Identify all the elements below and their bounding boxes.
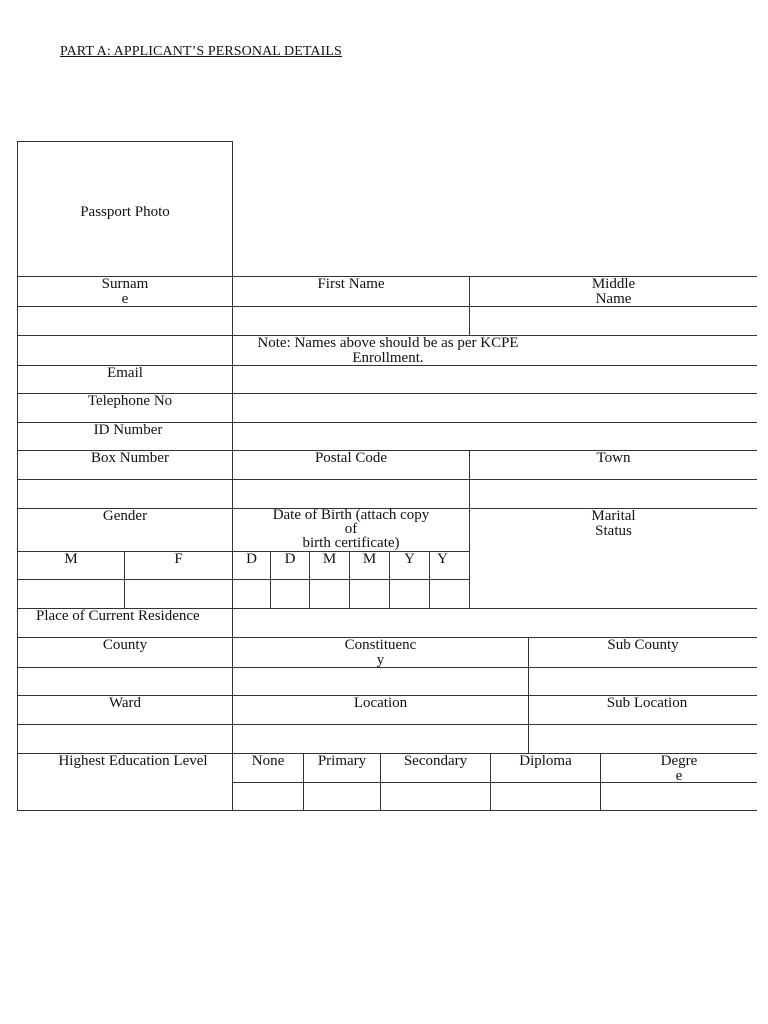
marital-status-field[interactable] [470,552,757,608]
location-field[interactable] [233,725,528,753]
id-number-label: ID Number [93,422,163,438]
telephone-field[interactable] [233,394,757,422]
education-diploma-label: Diploma [519,753,572,769]
sub-location-field[interactable] [529,725,757,753]
ward-field[interactable] [18,725,232,753]
education-secondary-box[interactable] [381,783,490,810]
dob-day-2-box[interactable] [271,580,309,608]
box-number-label: Box Number [91,450,169,466]
telephone-label: Telephone No [87,393,173,409]
marital-status-label-wrap: Status [595,523,632,539]
surname-label-wrap: e [121,291,129,307]
passport-photo-box[interactable] [18,142,232,276]
dob-month-2-label: M [362,551,377,567]
dob-year-2-label: Y [437,551,448,567]
table-rule [17,810,757,811]
gender-label: Gender [102,508,148,524]
location-label: Location [353,695,408,711]
dob-label-wrap-1: of [344,521,358,537]
constituency-label: Constituenc [344,637,417,653]
education-diploma-box[interactable] [491,783,600,810]
surname-label: Surnam [101,276,149,292]
sub-county-label: Sub County [607,637,679,653]
education-none-label: None [251,753,285,769]
education-secondary-label: Secondary [403,753,468,769]
town-label: Town [596,450,631,466]
dob-year-1-box[interactable] [390,580,429,608]
town-field[interactable] [470,480,757,508]
dob-month-1-label: M [322,551,337,567]
postal-code-label: Postal Code [314,450,388,466]
postal-code-field[interactable] [233,480,469,508]
county-field[interactable] [18,668,232,695]
constituency-field[interactable] [233,668,528,695]
passport-photo-label: Passport Photo [80,204,170,220]
dob-year-1-label: Y [404,551,415,567]
first-name-label: First Name [317,276,385,292]
middle-name-label: Middle [591,276,636,292]
marital-status-label: Marital [591,508,636,524]
education-none-box[interactable] [233,783,303,810]
education-primary-box[interactable] [304,783,380,810]
education-degree-box[interactable] [601,783,757,810]
residence-field[interactable] [233,609,757,637]
names-note: Note: Names above should be as per KCPE [257,335,519,351]
names-note-wrap: Enrollment. [352,350,424,366]
dob-month-2-box[interactable] [350,580,389,608]
sub-location-label: Sub Location [606,695,688,711]
middle-name-label-wrap: Name [595,291,632,307]
sub-county-field[interactable] [529,668,757,695]
gender-female-box[interactable] [125,580,232,608]
education-primary-label: Primary [317,753,367,769]
county-label: County [102,637,148,653]
email-label: Email [107,365,143,381]
education-degree-label: Degre [660,753,698,769]
section-heading: PART A: APPLICANT’S PERSONAL DETAILS [60,44,342,59]
gender-male-label: M [64,551,78,567]
dob-day-1-label: D [246,551,257,567]
dob-day-2-label: D [284,551,296,567]
dob-month-1-box[interactable] [310,580,349,608]
education-degree-label-wrap: e [675,768,683,784]
dob-year-2-box[interactable] [430,580,469,608]
box-number-field[interactable] [18,480,232,508]
id-number-field[interactable] [233,423,757,450]
constituency-label-wrap: y [376,652,385,668]
surname-field[interactable] [18,307,232,335]
dob-day-1-box[interactable] [233,580,270,608]
gender-male-box[interactable] [18,580,124,608]
education-level-label: Highest Education Level [58,753,208,769]
ward-label: Ward [108,695,142,711]
dob-label-wrap-2: birth certificate) [302,535,400,551]
first-name-field[interactable] [233,307,469,335]
gender-female-label: F [174,551,183,567]
dob-label: Date of Birth (attach copy [272,507,430,523]
residence-label: Place of Current Residence [36,608,200,624]
email-field[interactable] [233,366,757,393]
middle-name-field[interactable] [470,307,757,335]
